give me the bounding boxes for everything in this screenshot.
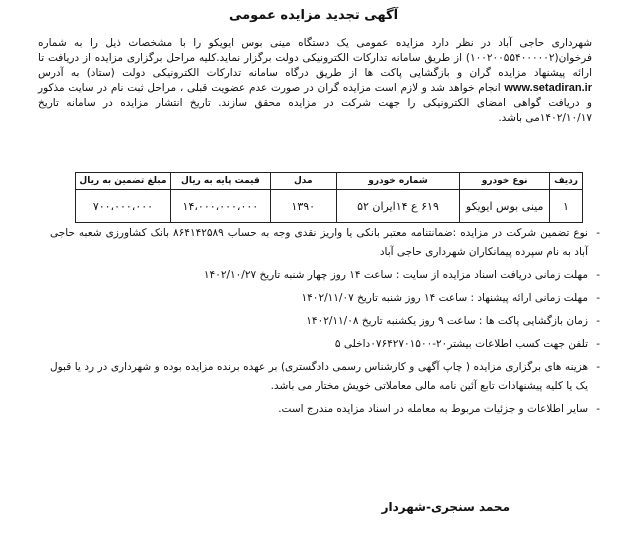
clause-costs: هزینه های برگزاری مزایده ( چاپ آگهی و کارشناس رسمی دادگستری) بر عهده برنده مزایده بوده و شهرداری در رد یا قبول یک یا کلیه پیشنهادات تابع آئین نامه مالی معاملاتی خویش مختار می باشد.: [50, 361, 588, 392]
clause-opening-time: زمان بازگشایی پاکت ها : ساعت ۹ روز یکشنبه تاریخ ۱۴۰۲/۱۱/۰۸: [306, 315, 588, 327]
vehicle-table: [75, 172, 583, 223]
cell-guarantee-amount: ۷۰۰،۰۰۰،۰۰۰: [76, 190, 171, 223]
header-vehicle-type: نوع خودرو: [460, 173, 550, 190]
signature: محمد سنجری-شهردار: [381, 500, 510, 514]
header-plate-number: شماره خودرو: [336, 173, 460, 190]
clause-other-info: سایر اطلاعات و جزئیات مربوط به معامله در اسناد مزایده مندرج است.: [278, 403, 588, 415]
conditions-list: [50, 224, 600, 423]
clause-guarantee: نوع تضمین شرکت در مزایده :ضمانتنامه معتبر بانکی یا واریز نقدی وجه به حساب ۸۶۴۱۴۲۵۸۹ بانک کشاورزی شعبه حاجی آباد به نام سپرده پیمانکاران شهرداری حاجی آباد: [50, 227, 588, 258]
clause-phone: تلفن جهت کسب اطلاعات بیشتر۲۰-۰۷۶۴۲۷۰۱۵۰۰داخلی ۵: [334, 338, 588, 350]
cell-model: ۱۳۹۰: [270, 190, 336, 223]
cell-vehicle-type: مینی بوس ایویکو: [460, 190, 550, 223]
notice-title: آگهی تجدید مزایده عمومی: [228, 8, 399, 23]
list-item: - زمان بازگشایی پاکت ها : ساعت ۹ روز یکشنبه تاریخ ۱۴۰۲/۱۱/۰۸: [306, 315, 600, 327]
list-item: - نوع تضمین شرکت در مزایده :ضمانتنامه معتبر بانکی یا واریز نقدی وجه به حساب ۸۶۴۱۴۲۵۸۹ بانک کشاورزی شعبه حاجی آباد به نام سپرده پیمانکاران شهرداری حاجی آباد: [50, 227, 600, 258]
table-header-row: [76, 173, 583, 190]
intro-paragraph: [38, 36, 592, 126]
intro-text-2: انجام خواهد شد و لازم است مزایده گران در صورت عدم عضویت قبلی ، مراحل ثبت نام در سایت مذکور و دریافت گواهی امضای الکترونیکی را جهت شرکت در مزایده محقق سازند. تاریخ انتشار مزایده در سامانه تاریخ ۱۴۰۲/۱۰/۱۷می باشد.: [38, 82, 592, 124]
header-base-price: قیمت پایه به ریال: [170, 173, 270, 190]
header-row-number: ردیف: [550, 173, 583, 190]
list-item: - مهلت زمانی ارائه پیشنهاد : ساعت ۱۴ روز شنبه تاریخ ۱۴۰۲/۱۱/۰۷: [301, 292, 600, 304]
header-guarantee-amount: مبلغ تضمین به ریال: [76, 173, 171, 190]
cell-row-number: ۱: [550, 190, 583, 223]
clause-document-deadline: مهلت زمانی دریافت اسناد مزایده از سایت : ساعت ۱۴ روز چهار شنبه تاریخ ۱۴۰۲/۱۰/۲۷: [203, 269, 588, 281]
setad-url: www.setadiran.ir: [504, 82, 592, 94]
list-item: - تلفن جهت کسب اطلاعات بیشتر۲۰-۰۷۶۴۲۷۰۱۵۰۰داخلی ۵: [334, 338, 600, 350]
list-item: - مهلت زمانی دریافت اسناد مزایده از سایت : ساعت ۱۴ روز چهار شنبه تاریخ ۱۴۰۲/۱۰/۲۷: [203, 269, 600, 281]
list-item: - هزینه های برگزاری مزایده ( چاپ آگهی و کارشناس رسمی دادگستری) بر عهده برنده مزایده بوده و شهرداری در رد یا قبول یک یا کلیه پیشنهادات تابع آئین نامه مالی معاملاتی خویش مختار می باشد.: [50, 361, 600, 392]
clause-bid-deadline: مهلت زمانی ارائه پیشنهاد : ساعت ۱۴ روز شنبه تاریخ ۱۴۰۲/۱۱/۰۷: [301, 292, 588, 304]
list-item: - سایر اطلاعات و جزئیات مربوط به معامله در اسناد مزایده مندرج است.: [278, 403, 600, 415]
intro-text-1: شهرداری حاجی آباد در نظر دارد مزایده عمومی یک دستگاه مینی بوس ایویکو را با مشخصات ذیل را به شماره فرخوان(۱۰۰۲۰۰۵۵۴۰۰۰۰۰۲) از طریق سامانه تدارکات الکترونیکی دولت برگزار نماید.کلیه مراحل برگزاری مزایده از دریافت تا ارائه پیشنهاد مزایده گران و بازگشایی پاکت ها از طریق درگاه سامانه تدارکات الکترونیکی دولت (ستاد) به آدرس: [38, 37, 592, 79]
cell-plate-number: ۶۱۹ ع ۱۴ایران ۵۲: [336, 190, 460, 223]
header-model: مدل: [270, 173, 336, 190]
cell-base-price: ۱۴،۰۰۰،۰۰۰،۰۰۰: [170, 190, 270, 223]
table-row: [76, 190, 583, 223]
